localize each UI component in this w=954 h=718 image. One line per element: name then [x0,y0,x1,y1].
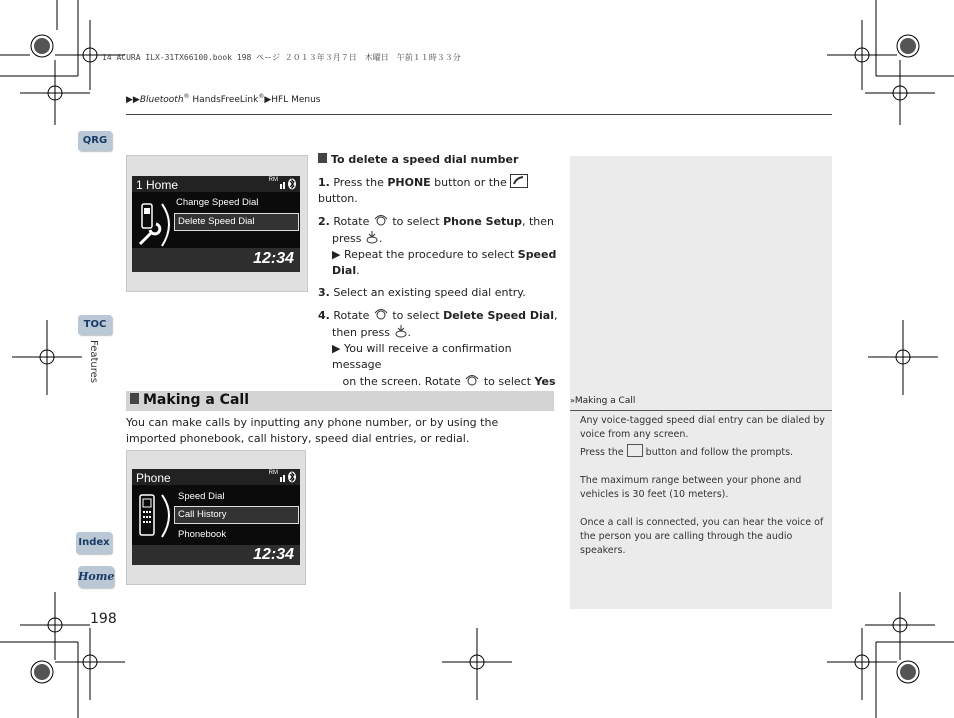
note-p3: The maximum range between your phone and vehicles is 30 feet (10 meters). [580,475,802,500]
breadcrumb-hfl: HandsFreeLink [189,95,259,105]
breadcrumb-reg1: ® [183,93,190,100]
clock: 12:34 [253,250,294,267]
selector-knob-rotate-icon [373,307,389,321]
step-4: 4. Rotate to select Delete Speed Dial, then press . ▶ You will receive a confirmation message on the screen. Rotate to select Yes [318,307,563,407]
qrg-tab[interactable]: QRG [78,131,112,151]
signal-indicator: RM [268,177,278,183]
talk-button-icon [510,174,528,188]
bluetooth-icon [280,178,296,190]
menu-item-speed-dial: Speed Dial [178,491,225,502]
menu-item-delete-speed-dial: Delete Speed Dial [174,213,299,231]
index-tab[interactable]: Index [76,532,112,554]
selector-knob-rotate-icon [464,373,480,387]
bluetooth-icon [280,471,296,483]
breadcrumb-arrows: ▶▶ [126,95,140,105]
note-body [580,414,825,566]
note-p1: Any voice-tagged speed dial entry can be dialed by voice from any screen. [580,415,825,440]
section-intro: You can make calls by inputting any phone number, or by using the imported phonebook, call history, speed dial entries, or redial. [126,416,499,445]
talk-button-icon [627,444,643,457]
note-p2: Press the button and follow the prompts. [580,444,825,460]
breadcrumb-reg2: ® [258,93,265,100]
step-3: 3. Select an existing speed dial entry. [318,286,526,299]
note-p4: Once a call is connected, you can hear the voice of the person you are calling through the audio speakers. [580,517,824,556]
note-heading[interactable]: »Making a Call [570,396,636,406]
menu-item-change-speed-dial: Change Speed Dial [176,197,259,208]
breadcrumb-arrow: ▶ [264,95,272,105]
selector-knob-rotate-icon [373,213,389,227]
note-rule [570,410,832,411]
screen-title: 1 Home [136,178,179,192]
print-header: 14 ACURA ILX-31TX66100.book 198 ページ ２０１３年３月７日 木曜日 午前１１時３３分 [102,53,461,62]
menu-item-phonebook: Phonebook [178,529,227,540]
selector-knob-press-icon [365,230,379,244]
breadcrumb-bluetooth: Bluetooth [139,95,184,105]
section-title: Making a Call [130,392,249,408]
page-number: 198 [90,611,117,627]
screen-image-delete-speed-dial [126,155,308,292]
header-rule [126,114,832,115]
breadcrumb[interactable] [126,93,320,105]
screen-image-phone-menu [126,450,306,585]
features-label: Features [88,340,99,383]
screen-title: Phone [136,471,171,485]
toc-tab[interactable]: TOC [78,315,112,335]
menu-item-call-history: Call History [174,506,299,524]
home-tab[interactable]: Home [78,566,114,588]
signal-indicator: RM [268,470,278,476]
step-1: 1. Press the PHONE button or the button. [318,174,563,207]
breadcrumb-hfl-menus: HFL Menus [271,95,321,105]
delete-speed-dial-steps [318,152,563,413]
selector-knob-press-icon [394,324,408,338]
clock: 12:34 [253,546,294,563]
steps-heading: To delete a speed dial number [318,152,563,168]
step-2: 2. Rotate to select Phone Setup, then press . ▶ Repeat the procedure to select Speed Dial. [318,215,557,277]
